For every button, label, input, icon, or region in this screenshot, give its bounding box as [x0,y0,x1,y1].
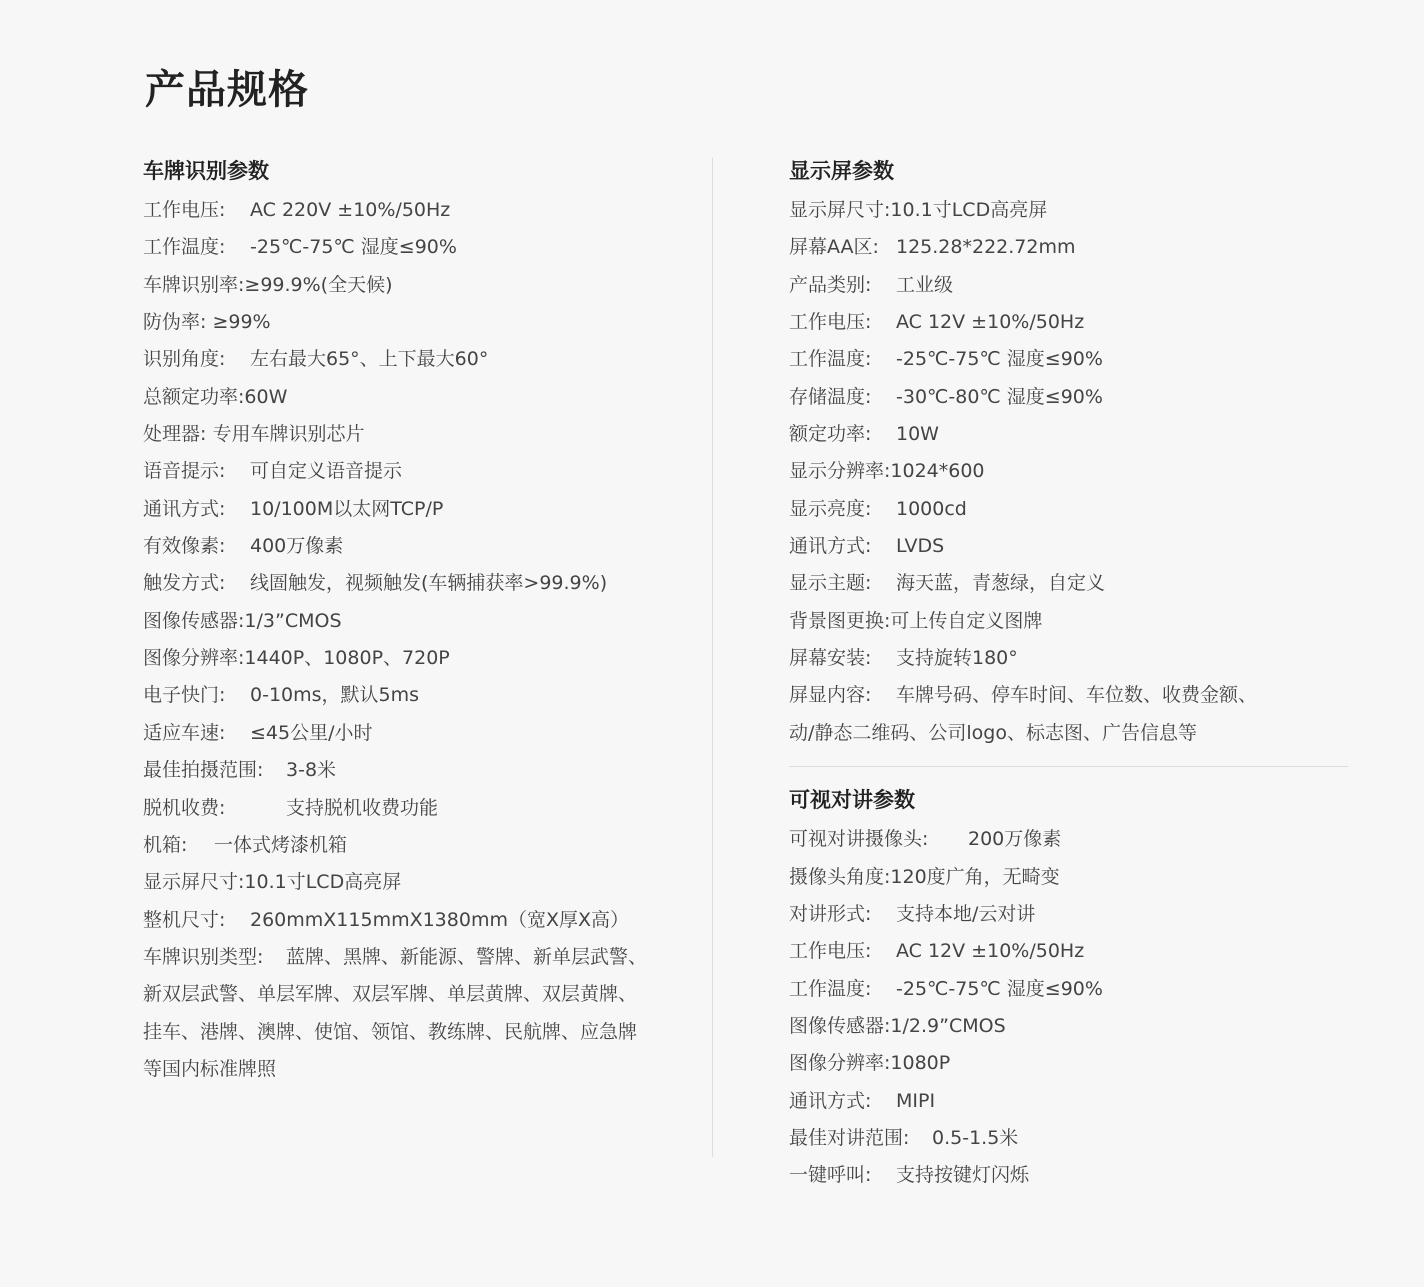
spec-row [143,341,703,378]
spec-label: 工作温度: [143,236,226,259]
spec-value: 0.5-1.5米 [932,1126,1019,1149]
spec-value: ≥99% [212,311,271,334]
spec-row [143,790,703,827]
spec-value: AC 220V ±10%/50Hz [250,199,451,221]
spec-row [789,859,1369,896]
spec-value: 支持旋转180° [896,647,1018,670]
spec-row [789,1157,1369,1194]
plate-types-row [143,939,703,976]
spec-label: 最佳对讲范围: [789,1126,910,1149]
spec-label: 工作温度: [789,348,872,371]
spec-label: 屏幕安装: [789,647,872,670]
spec-value: 0-10ms，默认5ms [250,684,420,707]
lpr-spec-list [143,192,703,1088]
spec-value: 3-8米 [286,759,337,782]
spec-value: 可自定义语音提示 [250,460,403,483]
spec-value: 专用车牌识别芯片 [212,423,365,446]
spec-value: 200万像素 [968,828,1062,851]
spec-row [143,379,703,416]
spec-value: 10.1寸LCD高亮屏 [244,871,402,894]
spec-label: 摄像头角度: [789,865,891,888]
spec-row [143,603,703,640]
spec-row [143,715,703,752]
spec-row [143,229,703,266]
spec-value: 海天蓝，青葱绿，自定义 [896,572,1106,595]
spec-value: 支持按键灯闪烁 [896,1164,1030,1187]
spec-row [789,971,1369,1008]
plate-types-line: 等国内标准牌照 [143,1057,277,1080]
spec-row [789,603,1369,640]
spec-label: 图像分辨率: [143,647,245,670]
section-divider [789,766,1348,767]
spec-label: 显示屏尺寸: [789,199,891,221]
spec-label: 处理器: [143,423,207,446]
display-content-row [789,677,1369,714]
spec-row [143,416,703,453]
spec-value: 1024*600 [890,460,985,483]
spec-value: LVDS [896,535,945,558]
spec-label: 工作电压: [789,940,872,963]
spec-row [789,416,1369,453]
spec-value: 左右最大65°、上下最大60° [250,348,489,371]
intercom-section-title: 可视对讲参数 [789,788,915,813]
spec-value: 10.1寸LCD高亮屏 [890,199,1048,221]
spec-label: 显示主题: [789,572,872,595]
spec-row [143,491,703,528]
display-section [789,154,1369,752]
spec-label: 车牌识别类型: [143,945,264,968]
spec-label: 最佳拍摄范围: [143,759,264,782]
spec-label: 整机尺寸: [143,908,226,931]
intercom-section [789,783,1369,1194]
spec-value: MIPI [896,1089,936,1112]
spec-row [789,565,1369,602]
page-title: 产品规格 [145,67,309,113]
spec-row [789,341,1369,378]
spec-row [789,379,1369,416]
spec-row [789,1120,1369,1157]
spec-label: 图像传感器: [143,609,245,632]
spec-value: 车牌号码、停车时间、车位数、收费金额、 [896,684,1258,707]
spec-value: 125.28*222.72mm [896,236,1076,259]
spec-value: 260mmX115mmX1380mm（宽X厚X高） [250,908,629,931]
spec-value: 10W [896,423,939,446]
lpr-section-title: 车牌识别参数 [143,159,269,183]
column-divider [712,158,713,1157]
spec-row [143,902,703,939]
spec-row [789,528,1369,565]
spec-label: 工作电压: [789,311,872,334]
intercom-spec-list [789,821,1369,1194]
spec-row [789,896,1369,933]
spec-label: 语音提示: [143,460,226,483]
spec-label: 产品类别: [789,273,872,296]
lpr-section [143,154,703,1088]
spec-row [143,640,703,677]
spec-label: 图像分辨率: [789,1052,891,1075]
spec-label: 车牌识别率: [143,273,245,296]
spec-label: 显示亮度: [789,497,872,520]
spec-value: 1000cd [896,497,967,520]
display-content-line: 动/静态二维码、公司logo、标志图、广告信息等 [789,721,1197,744]
spec-value: ≤45公里/小时 [250,721,373,744]
spec-row [789,453,1369,490]
spec-label: 通讯方式: [789,535,872,558]
spec-row [789,821,1369,858]
spec-value: AC 12V ±10%/50Hz [896,940,1085,963]
spec-value: 60W [244,385,288,408]
spec-label: 屏幕AA区: [789,236,879,259]
spec-value: 可上传自定义图牌 [890,609,1043,632]
spec-value: 支持脱机收费功能 [286,796,439,819]
spec-row [789,1045,1369,1082]
spec-label: 通讯方式: [789,1089,872,1112]
spec-label: 触发方式: [143,572,226,595]
spec-row [789,192,1369,229]
spec-value: -25℃-75℃ 湿度≤90% [896,348,1103,371]
spec-row [143,453,703,490]
spec-row [789,267,1369,304]
spec-row [143,864,703,901]
spec-row [143,752,703,789]
spec-row [789,640,1369,677]
spec-row [143,528,703,565]
spec-value: AC 12V ±10%/50Hz [896,311,1085,334]
spec-label: 可视对讲摄像头: [789,828,929,851]
plate-types-line: 挂车、港牌、澳牌、使馆、领馆、教练牌、民航牌、应急牌 [143,1020,638,1043]
spec-row [789,304,1369,341]
spec-value: -30℃-80℃ 湿度≤90% [896,385,1103,408]
spec-value: 10/100M以太网TCP/P [250,497,444,520]
spec-label: 一键呼叫: [789,1164,872,1187]
spec-row [143,827,703,864]
spec-value: 线圄触发，视频触发(车辆捕获率>99.9%) [250,572,608,595]
spec-row [143,267,703,304]
spec-label: 电子快门: [143,684,226,707]
spec-label: 存储温度: [789,385,872,408]
spec-row [143,565,703,602]
spec-row [143,677,703,714]
spec-label: 背景图更换: [789,609,891,632]
spec-label: 对讲形式: [789,902,872,925]
spec-row [789,1083,1369,1120]
spec-label: 显示屏尺寸: [143,871,245,894]
spec-value: 1/3”CMOS [244,609,342,632]
spec-row [789,491,1369,528]
right-column [789,154,1369,1195]
display-section-title: 显示屏参数 [789,159,894,183]
spec-label: 工作温度: [789,977,872,1000]
display-spec-list [789,192,1369,752]
spec-value: -25℃-75℃ 湿度≤90% [896,977,1103,1000]
spec-value: -25℃-75℃ 湿度≤90% [250,236,457,259]
spec-row [143,304,703,341]
spec-label: 总额定功率: [143,385,245,408]
spec-label: 适应车速: [143,721,226,744]
spec-value: 支持本地/云对讲 [896,902,1036,925]
spec-label: 图像传感器: [789,1014,891,1037]
spec-label: 识别角度: [143,348,226,371]
spec-value: ≥99.9%(全天候) [244,273,393,296]
spec-label: 额定功率: [789,423,872,446]
spec-label: 机箱: [143,833,188,856]
spec-row [789,1008,1369,1045]
spec-row [143,192,703,229]
plate-types-line: 新双层武警、单层军牌、双层军牌、单层黄牌、双层黄牌、 [143,983,638,1006]
spec-row [789,933,1369,970]
spec-value: 一体式烤漆机箱 [214,833,348,856]
spec-value: 1/2.9”CMOS [890,1014,1006,1037]
spec-label: 防伪率: [143,311,207,334]
spec-value: 1440P、1080P、720P [244,647,450,670]
spec-label: 显示分辨率: [789,460,891,483]
spec-value: 1080P [890,1052,951,1075]
spec-label: 屏显内容: [789,684,872,707]
spec-label: 脱机收费: [143,796,226,819]
spec-value: 400万像素 [250,535,344,558]
spec-label: 工作电压: [143,199,226,221]
spec-label: 有效像素: [143,535,226,558]
spec-label: 通讯方式: [143,497,226,520]
spec-value: 蓝牌、黑牌、新能源、警牌、新单层武警、 [286,945,648,968]
spec-value: 120度广角，无畸变 [890,865,1060,888]
spec-value: 工业级 [896,273,954,296]
spec-row [789,229,1369,266]
